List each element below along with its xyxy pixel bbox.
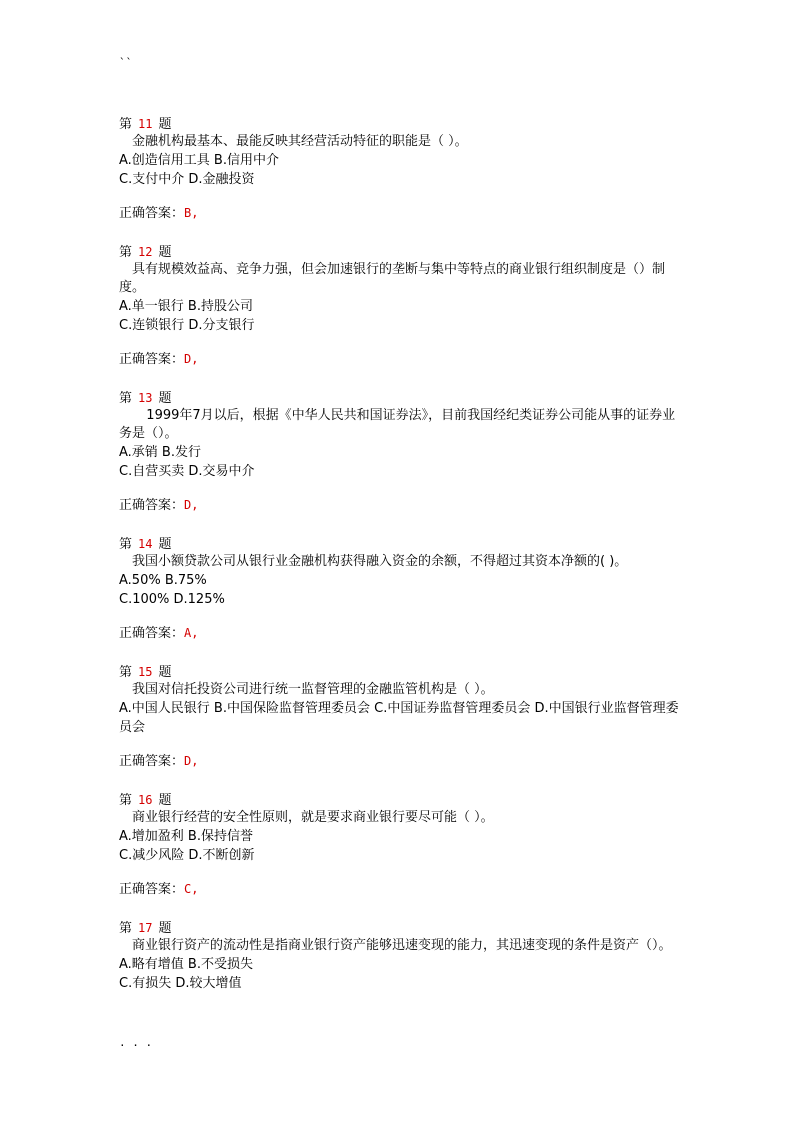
question-options-line: A.增加盈利 B.保持信誉 [119,829,253,844]
answer-label: 正确答案： [119,352,185,367]
answer-value: B, [184,206,199,220]
question-stem: 金融机构最基本、最能反映其经营活动特征的职能是（ ）。 [132,134,468,149]
header-mark: `` [119,56,133,69]
question-prefix: 第 [119,921,133,936]
question-number: 16 [138,793,153,807]
question-prefix: 第 [119,665,133,680]
question-options-line: C.减少风险 D.不断创新 [119,848,255,863]
question-options-line: C.100% D.125% [119,592,225,607]
answer-label: 正确答案： [119,206,185,221]
question-list [119,115,679,1013]
question-number: 13 [138,391,153,405]
question-suffix: 题 [158,391,172,406]
answer-line [119,204,679,223]
question-options-line: C.有损失 D.较大增值 [119,976,242,991]
question-suffix: 题 [158,117,172,132]
question-prefix: 第 [119,391,133,406]
question-stem: 我国小额贷款公司从银行业金融机构获得融入资金的余额，不得超过其资本净额的( )。 [132,554,628,569]
question-suffix: 题 [158,921,172,936]
question-options-line: A.单一银行 B.持股公司 [119,299,253,314]
question-header [119,791,679,809]
question-number: 15 [138,665,153,679]
answer-label: 正确答案： [119,626,185,641]
question-15 [119,663,679,771]
answer-label: 正确答案： [119,754,185,769]
question-number: 14 [138,537,153,551]
question-prefix: 第 [119,793,133,808]
question-number: 17 [138,921,153,935]
question-11 [119,115,679,223]
question-header [119,919,679,937]
question-16 [119,791,679,899]
question-stem: 1999年7月以后，根据《中华人民共和国证券法》，目前我国经纪类证券公司能从事的证券业务是（）。 [119,408,676,441]
question-options-line: A.略有增值 B.不受损失 [119,957,253,972]
question-prefix: 第 [119,537,133,552]
question-stem: 商业银行经营的安全性原则，就是要求商业银行要尽可能（ ）。 [132,810,494,825]
question-suffix: 题 [158,793,172,808]
answer-label: 正确答案： [119,498,185,513]
question-options-line: C.连锁银行 D.分支银行 [119,318,255,333]
answer-line [119,350,679,369]
answer-value: D, [184,754,199,768]
question-prefix: 第 [119,245,133,260]
answer-value: A, [184,626,199,640]
question-header [119,663,679,681]
question-stem: 我国对信托投资公司进行统一监督管理的金融监管机构是（ ）。 [132,682,494,697]
answer-label: 正确答案： [119,882,185,897]
question-options-line: A.承销 B.发行 [119,445,201,460]
answer-line [119,496,679,515]
question-17 [119,919,679,993]
question-header [119,115,679,133]
question-options-line: A.创造信用工具 B.信用中介 [119,153,279,168]
question-suffix: 题 [158,537,172,552]
answer-line [119,624,679,643]
question-header [119,535,679,553]
question-stem: 商业银行资产的流动性是指商业银行资产能够迅速变现的能力，其迅速变现的条件是资产（）。 [132,938,672,953]
question-options-line: A.中国人民银行 B.中国保险监督管理委员会 C.中国证券监督管理委员会 D.中国银行业监督管理委员会 [119,701,679,735]
question-number: 11 [138,117,153,131]
question-12 [119,243,679,369]
question-header [119,389,679,407]
question-stem: 具有规模效益高、竞争力强，但会加速银行的垄断与集中等特点的商业银行组织制度是（）制度。 [119,262,666,295]
answer-value: D, [184,498,199,512]
question-options-line: C.自营买卖 D.交易中介 [119,464,255,479]
question-options-line: A.50% B.75% [119,573,207,588]
answer-line [119,752,679,771]
question-prefix: 第 [119,117,133,132]
question-number: 12 [138,245,153,259]
question-13 [119,389,679,515]
question-14 [119,535,679,643]
footer-mark: . . . [119,1036,153,1049]
question-suffix: 题 [158,245,172,260]
answer-value: C, [184,882,199,896]
question-header [119,243,679,261]
question-suffix: 题 [158,665,172,680]
answer-line [119,880,679,899]
question-options-line: C.支付中介 D.金融投资 [119,172,255,187]
answer-value: D, [184,352,199,366]
